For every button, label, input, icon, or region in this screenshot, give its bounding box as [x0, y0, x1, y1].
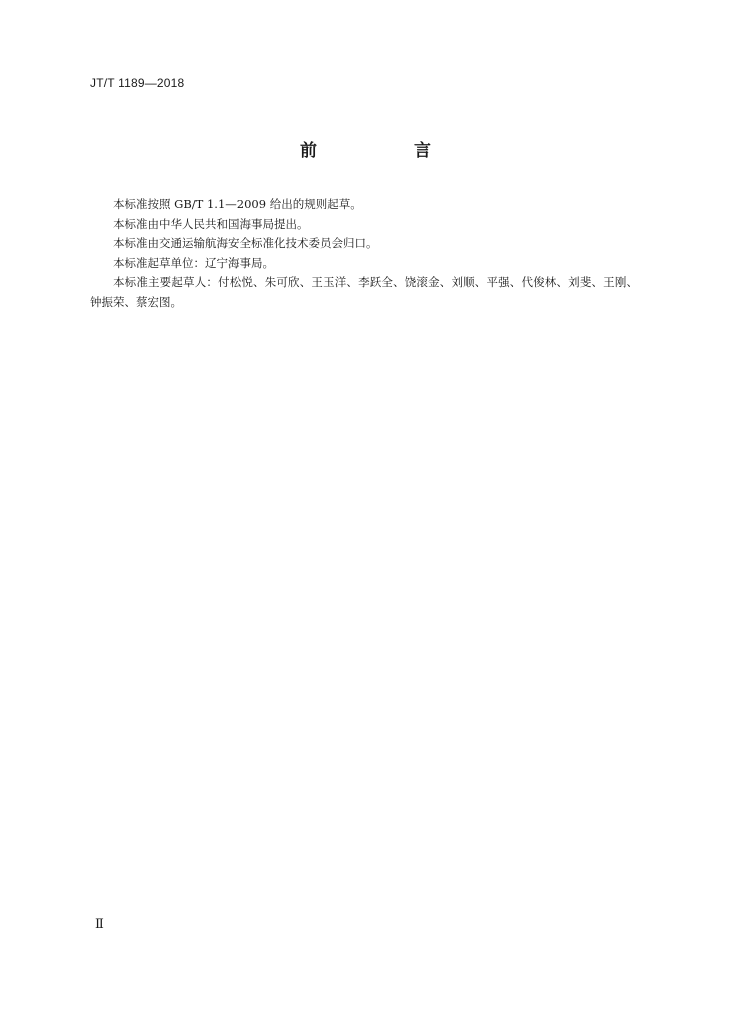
preface-paragraph-drafting-unit: 本标准起草单位：辽宁海事局。 — [113, 255, 274, 270]
preface-paragraph-drafters: 本标准主要起草人：付松悦、朱可欣、王玉洋、李跃全、饶滚金、刘顺、平强、代俊林、刘斐、王刚、钟振荣、蔡宏图。 — [90, 275, 638, 309]
standard-code-header: JT/T 1189—2018 — [90, 76, 185, 90]
preface-paragraph-committee: 本标准由交通运输航海安全标准化技术委员会归口。 — [113, 236, 378, 250]
page-number: Ⅱ — [95, 917, 104, 932]
page-title: 前 言 — [300, 141, 471, 161]
preface-paragraph-proposer: 本标准由中华人民共和国海事局提出。 — [113, 216, 309, 231]
preface-paragraph-drafting-rules: 本标准按照 GB/T 1.1—2009 给出的规则起草。 — [113, 197, 362, 211]
preface-body — [90, 195, 638, 312]
